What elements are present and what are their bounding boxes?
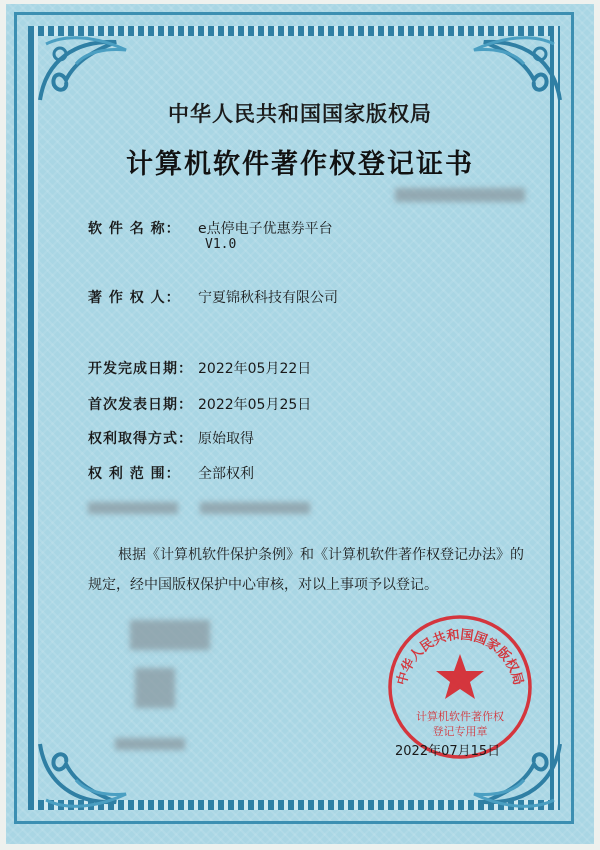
scope-row [88,463,254,483]
acquisition-row [88,428,254,448]
redacted-registration-number [200,502,310,514]
issue-date: 2022年07月15日 [395,744,501,759]
acquisition-label: 权利取得方式： [88,431,193,447]
first-publish-label: 首次发表日期： [88,397,193,413]
issuer-title: 中华人民共和国国家版权局 [168,101,432,126]
seal-ring-text: 中华人民共和国国家版权局 [394,627,526,687]
redacted-signature [130,620,210,650]
owner-row [88,287,338,307]
software-version: V1.0 [205,237,237,252]
owner-value: 宁夏锦秋科技有限公司 [198,290,338,306]
first-publish-row [88,394,311,414]
registration-statement [88,540,528,600]
owner-label: 著 作 权 人： [88,290,181,306]
statement-line-1: 根据《计算机软件保护条例》和《计算机软件著作权登记办法》的 [118,547,524,563]
seal-center-line-1: 计算机软件著作权 [416,710,504,723]
dev-complete-label: 开发完成日期： [88,361,193,377]
software-name-row [88,218,333,238]
acquisition-value: 原始取得 [198,431,254,447]
dev-complete-value: 2022年05月22日 [198,361,312,377]
redacted-serial [115,738,185,750]
software-name-value: e点停电子优惠券平台 [198,221,333,237]
certificate-title: 计算机软件著作权登记证书 [126,149,474,180]
redacted-registration-label [88,502,178,514]
software-name-label: 软 件 名 称： [88,221,181,237]
seal-center-line-2: 登记专用章 [432,725,488,738]
first-publish-value: 2022年05月25日 [198,397,312,413]
redacted-qr-code [135,668,175,708]
scope-label: 权 利 范 围： [88,466,181,482]
star-icon [436,654,484,699]
dev-complete-row [88,358,311,378]
scope-value: 全部权利 [198,466,254,482]
redacted-certificate-number [395,188,525,202]
statement-line-2: 规定，经中国版权保护中心审核，对以上事项予以登记。 [88,577,438,593]
